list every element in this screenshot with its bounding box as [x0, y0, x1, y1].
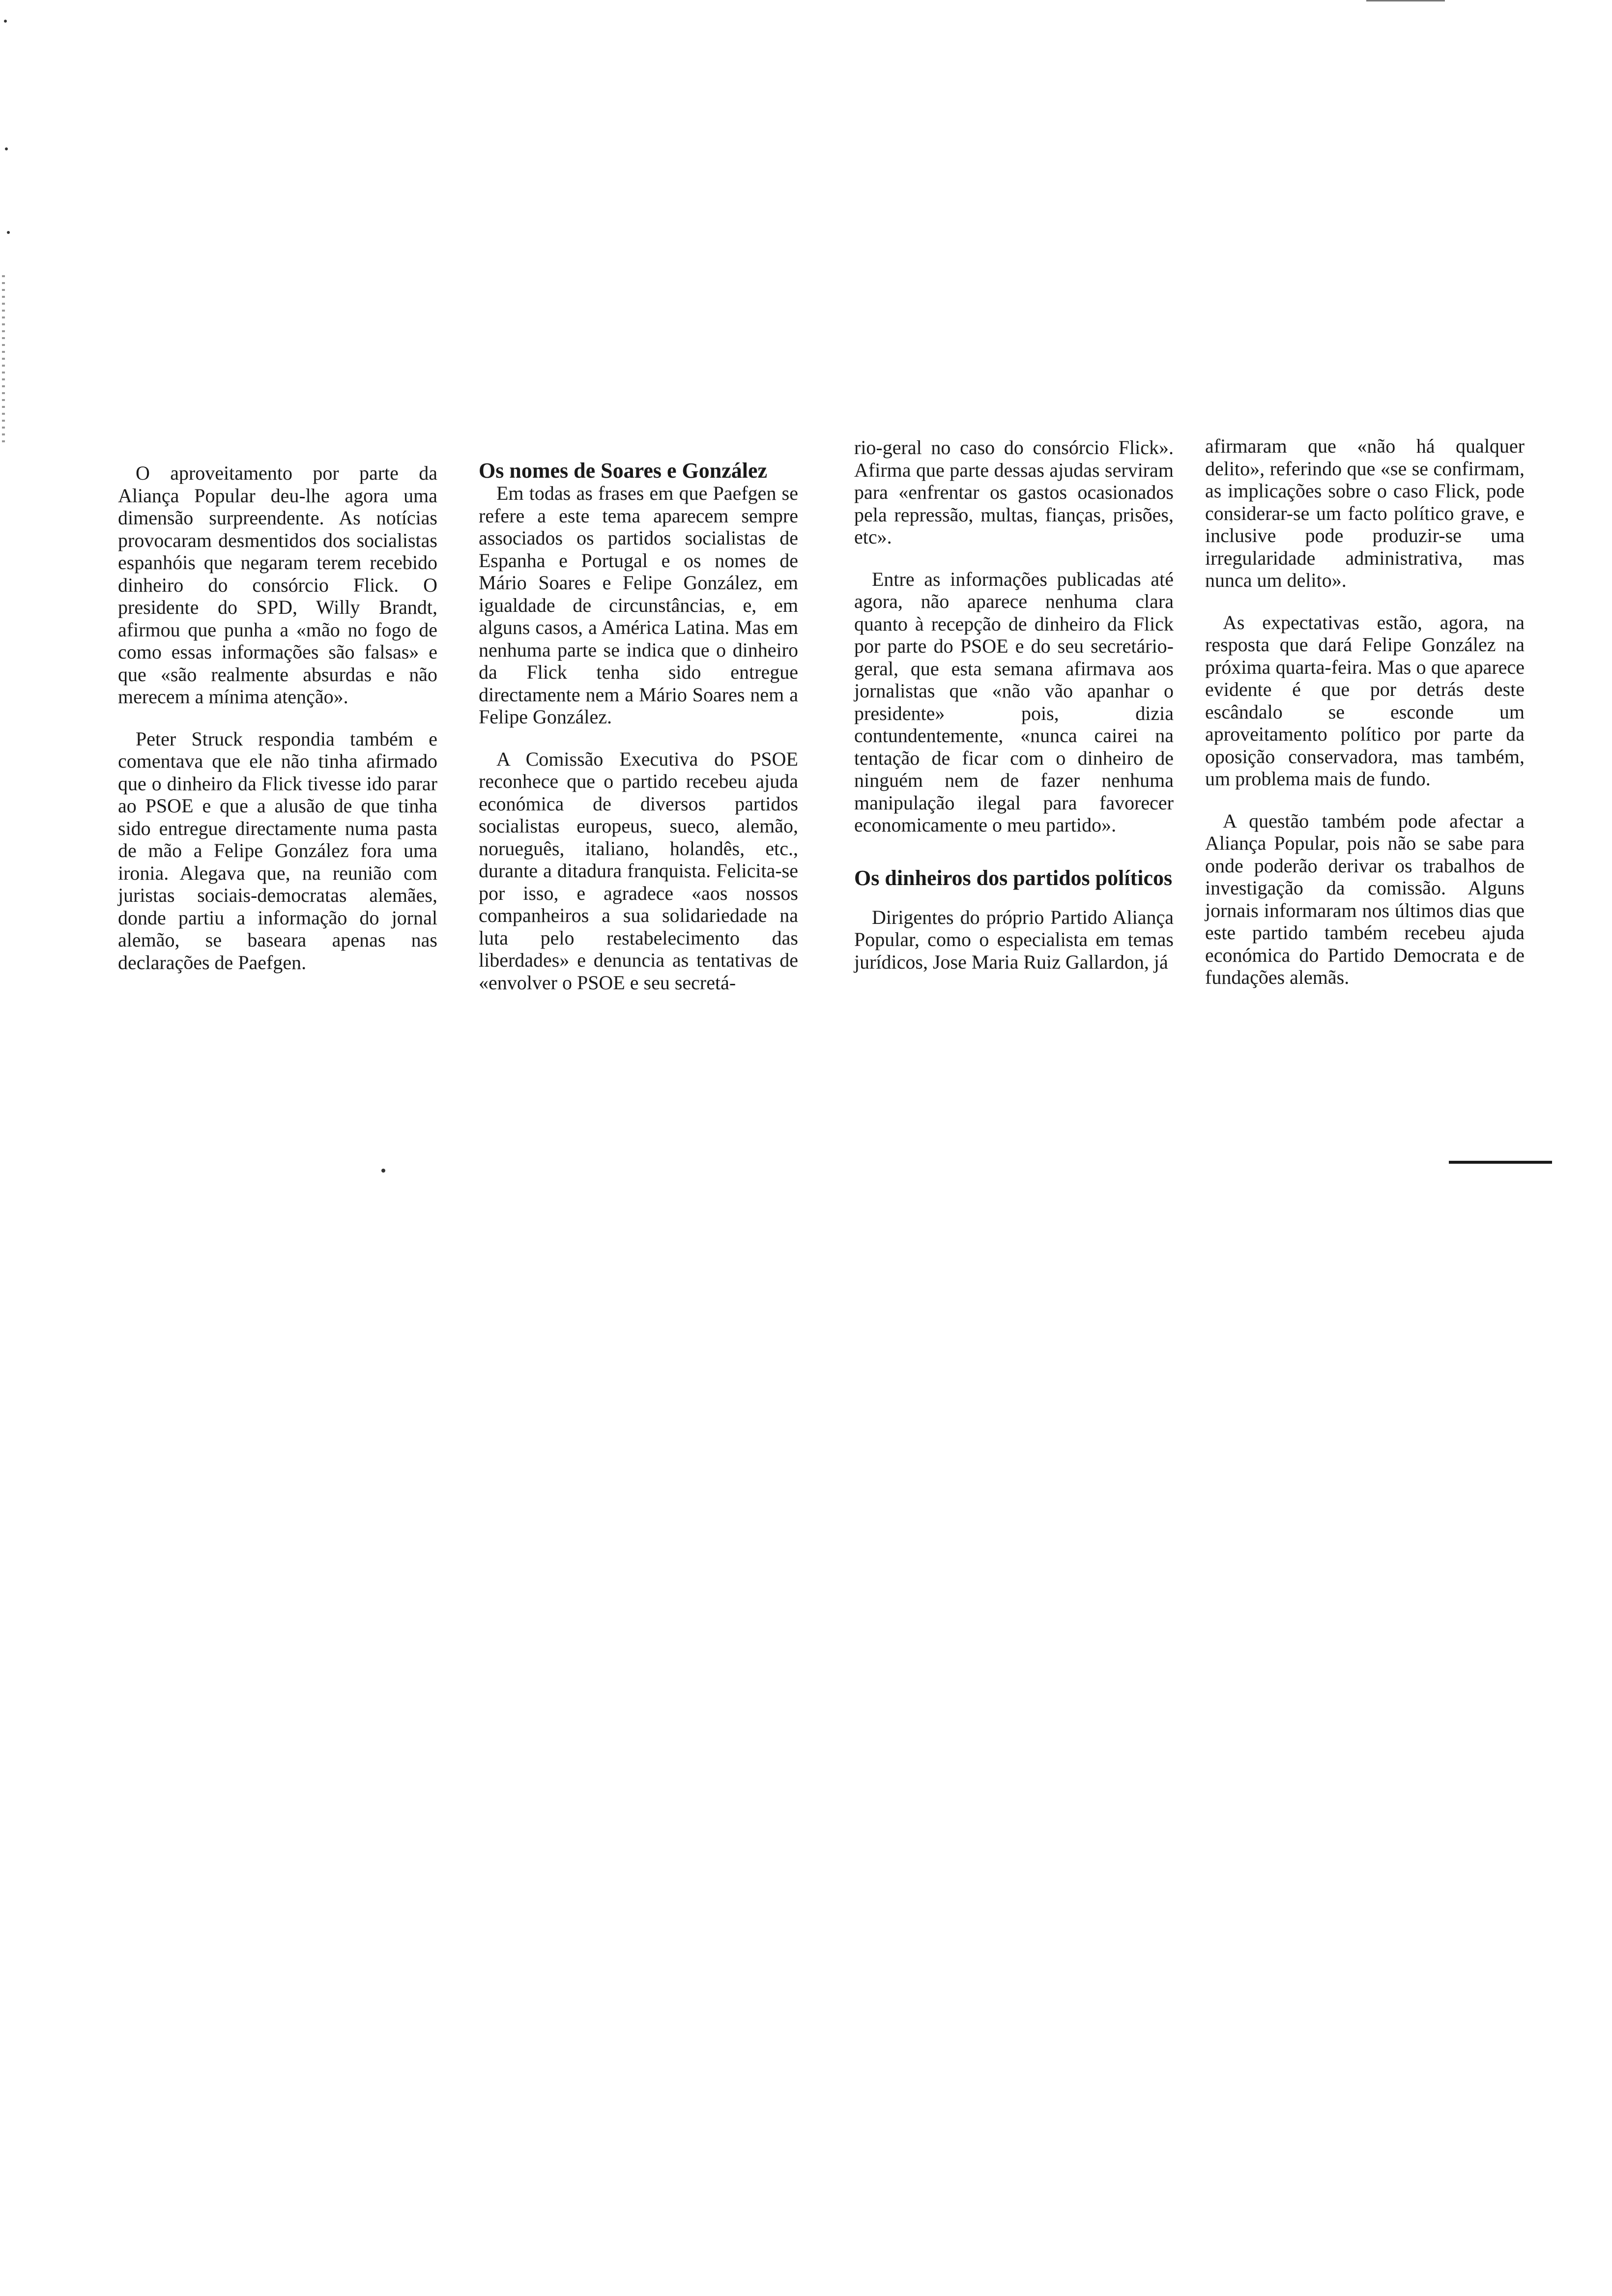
end-rule [1449, 1161, 1552, 1164]
article-column-2 [479, 459, 798, 994]
article-column-1 [118, 462, 437, 974]
paragraph: O aproveitamento por parte da Aliança Popular deu-lhe agora uma dimensão surpreendente. As notícias provocaram desmentidos dos socialistas espanhóis que negaram terem recebido dinheiro do consórcio Flick. O presidente do SPD, Willy Brandt, afirmou que punha a «mão no fogo de como essas informações são falsas» e que «são realmente absurdas e não merecem a mínima atenção». [118, 462, 437, 708]
paragraph: As expectativas estão, agora, na resposta que dará Felipe González na próxima quarta-feira. Mas o que aparece evidente é que por detrás deste escândalo se esconde um aproveitamento político por parte da oposição conservadora, mas também, um problema mais de fundo. [1205, 611, 1525, 790]
scan-speck [5, 147, 8, 150]
scan-edge-marks [2, 275, 5, 442]
paragraph: Entre as informações publicadas até agora, não aparece nenhuma clara quanto à recepção de dinheiro da Flick por parte do PSOE e do seu secretário-geral, que esta semana afirmava aos jornalistas que «não vão apanhar o presidente» pois, dizia contundentemente, «nunca cairei na tentação de ficar com o dinheiro de ninguém nem de fazer nenhuma manipulação ilegal para favorecer economicamente o meu partido». [854, 568, 1174, 836]
paragraph: Dirigentes do próprio Partido Aliança Popular, como o especialista em temas jurídicos, Jose Maria Ruiz Gallardon, já [854, 906, 1174, 973]
article-column-3 [854, 436, 1174, 973]
section-heading: Os dinheiros dos partidos políticos [854, 865, 1173, 890]
paragraph: Peter Struck respondia também e comentava que ele não tinha afirmado que o dinheiro da Flick tivesse ido parar ao PSOE e que a alusão de que tinha sido entregue directamente numa pasta de mão a Felipe González fora uma ironia. Alegava que, na reunião com juristas sociais-democratas alemães, donde partiu a informação do jornal alemão, se baseara apenas nas declarações de Paefgen. [118, 727, 437, 974]
top-rule [1366, 0, 1445, 1]
scan-speck [4, 20, 7, 23]
section-heading: Os nomes de Soares e González [479, 459, 768, 483]
paragraph: afirmaram que «não há qualquer delito», referindo que «se se confirmam, as implicações sobre o caso Flick, pode considerar-se um facto político grave, e inclusive pode produzir-se uma irregularidade administrativa, mas nunca um delito». [1205, 435, 1525, 591]
paragraph: A questão também pode afectar a Aliança Popular, pois não se sabe para onde poderão derivar os trabalhos de investigação da comissão. Alguns jornais informaram nos últimos dias que este partido também recebeu ajuda económica do Partido Democrata e de fundações alemãs. [1205, 809, 1525, 988]
paragraph: A Comissão Executiva do PSOE reconhece que o partido recebeu ajuda económica de diversos partidos socialistas europeus, sueco, alemão, norueguês, italiano, holandês, etc., durante a ditadura franquista. Felicita-se por isso, e agradece «aos nossos companheiros a sua solidariedade na luta pelo restabelecimento das liberdades» e denuncia as tentativas de «envolver o PSOE e seu secretá- [479, 747, 798, 994]
paragraph: Em todas as frases em que Paefgen se refere a este tema aparecem sempre associados os partidos socialistas de Espanha e Portugal e os nomes de Mário Soares e Felipe González, em igualdade de circunstâncias, e, em alguns casos, a América Latina. Mas em nenhuma parte se indica que o dinheiro da Flick tenha sido entregue directamente nem a Mário Soares nem a Felipe González. [479, 482, 798, 728]
scan-speck [381, 1169, 385, 1173]
paragraph: rio-geral no caso do consórcio Flick». Afirma que parte dessas ajudas serviram para «enfrentar os gastos ocasionados pela repressão, multas, fianças, prisões, etc». [854, 436, 1174, 548]
article-column-4 [1205, 435, 1525, 989]
scan-speck [7, 231, 10, 234]
